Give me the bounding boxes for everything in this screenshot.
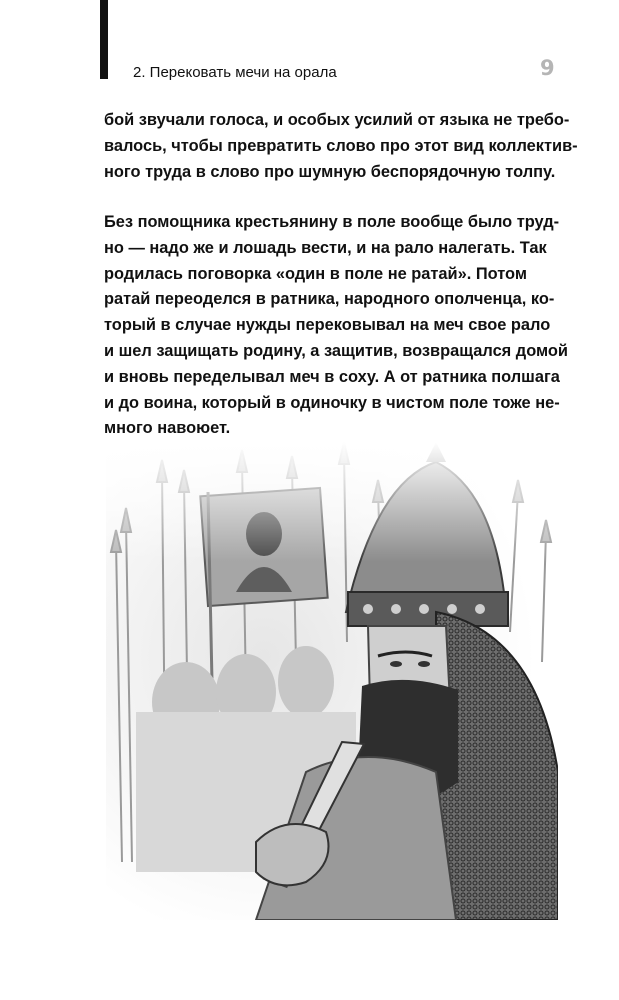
text-line: валось, чтобы превратить слово про этот вид коллектив- xyxy=(104,136,578,155)
text-line: торый в случае нужды перековывал на меч свое рало xyxy=(104,316,551,335)
chapter-title: 2. Перековать мечи на орала xyxy=(133,64,337,81)
text-line: но — надо же и лошадь вести, и на рало налегать. Так xyxy=(104,238,547,257)
text-line: бой звучали голоса, и особых усилий от языка не требо- xyxy=(104,111,570,129)
text-line: ратай переоделся в ратника, народного ополченца, ко- xyxy=(104,290,555,309)
warrior-drawing xyxy=(106,442,558,920)
text-line: и до воина, который в одиночку в чистом поле тоже не- xyxy=(104,393,560,412)
paragraph-2 xyxy=(104,210,568,442)
warrior-illustration xyxy=(106,442,558,920)
text-line: и шел защищать родину, а защитив, возвращался домой xyxy=(104,341,568,360)
text-line: много навоюет. xyxy=(104,419,231,438)
text-line: ного труда в слово про шумную беспорядочную толпу. xyxy=(104,162,556,181)
text-line: родилась поговорка «один в поле не ратай». Потом xyxy=(104,264,527,283)
page-number: 9 xyxy=(540,56,555,80)
text-line: Без помощника крестьянину в поле вообще было труд- xyxy=(104,213,560,231)
paragraph-1 xyxy=(104,108,578,185)
header-rule xyxy=(100,0,108,79)
text-line: и вновь переделывал меч в соху. А от ратника полшага xyxy=(104,367,560,386)
